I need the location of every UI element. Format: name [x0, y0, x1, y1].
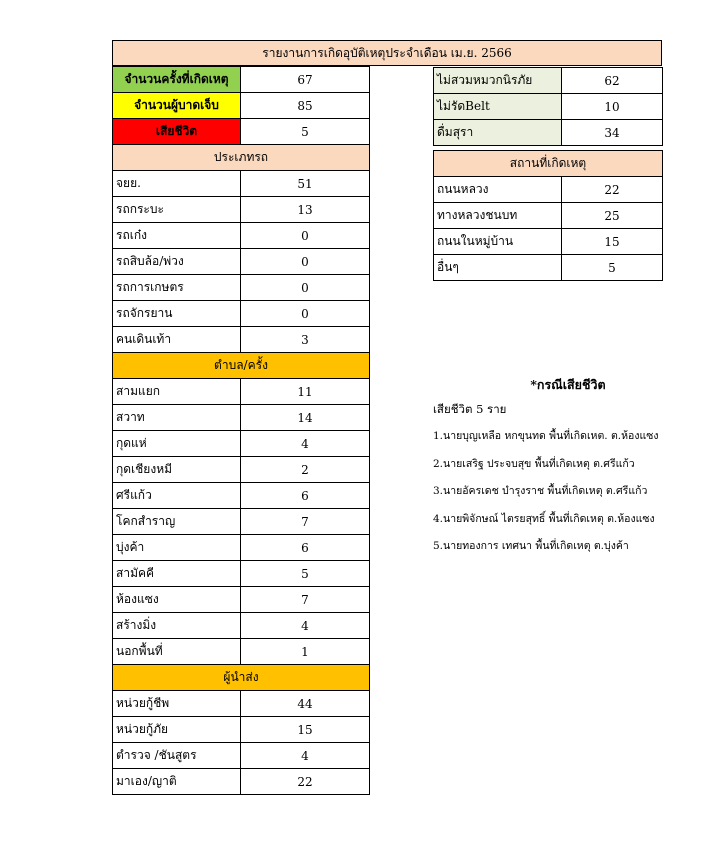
subdistrict-label: สร้างมิ่ง	[113, 613, 241, 639]
risk-value: 10	[562, 94, 663, 120]
table-row	[434, 177, 663, 203]
location-value: 25	[562, 203, 663, 229]
table-row	[113, 249, 370, 275]
vehicle-type-value: 0	[241, 301, 370, 327]
summary-row-injured	[113, 93, 370, 119]
table-row	[113, 431, 370, 457]
summary-label-injured: จำนวนผู้บาดเจ็บ	[113, 93, 241, 119]
table-row	[113, 587, 370, 613]
transport-label: มาเอง/ญาติ	[113, 769, 241, 795]
subdistrict-value: 14	[241, 405, 370, 431]
table-row	[113, 639, 370, 665]
table-row	[113, 769, 370, 795]
table-row	[113, 483, 370, 509]
location-value: 15	[562, 229, 663, 255]
table-row	[434, 120, 663, 146]
summary-row-deaths	[113, 119, 370, 145]
transport-header-row	[113, 665, 370, 691]
location-label: ทางหลวงชนบท	[434, 203, 562, 229]
subdistrict-value: 2	[241, 457, 370, 483]
table-row	[113, 405, 370, 431]
vehicle-type-label: คนเดินเท้า	[113, 327, 241, 353]
table-row	[113, 379, 370, 405]
location-table	[433, 150, 663, 281]
summary-label-deaths: เสียชีวิต	[113, 119, 241, 145]
vehicle-type-header-row	[113, 145, 370, 171]
risk-label: ดื่มสุรา	[434, 120, 562, 146]
subdistrict-header: ตำบล/ครั้ง	[113, 353, 370, 379]
table-row	[113, 509, 370, 535]
table-row	[113, 535, 370, 561]
subdistrict-label: สวาท	[113, 405, 241, 431]
table-row	[113, 717, 370, 743]
risk-factor-table	[433, 67, 663, 146]
table-row	[434, 203, 663, 229]
subdistrict-value: 11	[241, 379, 370, 405]
location-label: ถนนหลวง	[434, 177, 562, 203]
table-row	[113, 171, 370, 197]
death-case-item: 1.นายบุญเหลือ หกขุนทด พื้นที่เกิดเหต. ต.ห้องแซง	[433, 430, 659, 442]
subdistrict-value: 4	[241, 613, 370, 639]
vehicle-type-label: รถการเกษตร	[113, 275, 241, 301]
death-case-item: 4.นายพิจักษณ์ ไตรยสุทธิ์ พื้นที่เกิดเหตุ ต.ห้องแซง	[433, 512, 655, 525]
subdistrict-value: 5	[241, 561, 370, 587]
subdistrict-label: โคกสำราญ	[113, 509, 241, 535]
subdistrict-value: 1	[241, 639, 370, 665]
table-row	[113, 301, 370, 327]
table-row	[113, 613, 370, 639]
risk-value: 62	[562, 68, 663, 94]
transport-header: ผู้นำส่ง	[113, 665, 370, 691]
vehicle-type-value: 0	[241, 223, 370, 249]
report-title-text: รายงานการเกิดอุบัติเหตุประจำเดือน เม.ย. 2566	[262, 46, 512, 60]
subdistrict-value: 7	[241, 509, 370, 535]
subdistrict-label: สามัคคี	[113, 561, 241, 587]
subdistrict-label: นอกพื้นที่	[113, 639, 241, 665]
table-row	[434, 68, 663, 94]
vehicle-type-label: รถสิบล้อ/พ่วง	[113, 249, 241, 275]
transport-label: หน่วยกู้ชีพ	[113, 691, 241, 717]
table-row	[113, 275, 370, 301]
accident-report-table	[112, 40, 370, 795]
transport-value: 4	[241, 743, 370, 769]
summary-value-injured: 85	[241, 93, 370, 119]
summary-row-incidents	[113, 67, 370, 93]
transport-label: หน่วยกู้ภัย	[113, 717, 241, 743]
death-case-item: 5.นายทองการ เทศนา พื้นที่เกิดเหตุ ต.บุ่งค้า	[433, 540, 629, 552]
risk-label: ไม่รัดBelt	[434, 94, 562, 120]
death-case-item: 3.นายอัครเดช บำรุงราช พื้นที่เกิดเหตุ ต.ศรีแก้ว	[433, 485, 648, 497]
table-row	[113, 197, 370, 223]
vehicle-type-label: รถกระบะ	[113, 197, 241, 223]
report-title-bar	[112, 40, 662, 66]
summary-value-incidents: 67	[241, 67, 370, 93]
subdistrict-label: บุ่งค้า	[113, 535, 241, 561]
vehicle-type-label: จยย.	[113, 171, 241, 197]
transport-value: 22	[241, 769, 370, 795]
table-row	[113, 327, 370, 353]
subdistrict-value: 6	[241, 483, 370, 509]
vehicle-type-label: รถจักรยาน	[113, 301, 241, 327]
table-row	[113, 223, 370, 249]
location-label: อื่นๆ	[434, 255, 562, 281]
summary-value-deaths: 5	[241, 119, 370, 145]
table-row	[113, 691, 370, 717]
table-row	[113, 457, 370, 483]
subdistrict-label: ห้องแซง	[113, 587, 241, 613]
subdistrict-value: 4	[241, 431, 370, 457]
table-row	[113, 561, 370, 587]
death-cases-section	[433, 374, 703, 561]
location-label: ถนนในหมู่บ้าน	[434, 229, 562, 255]
death-case-item: 2.นายเสริฐ ประจบสุข พื้นที่เกิดเหตุ ต.ศรีแก้ว	[433, 457, 635, 470]
location-value: 22	[562, 177, 663, 203]
vehicle-type-value: 51	[241, 171, 370, 197]
subdistrict-value: 6	[241, 535, 370, 561]
risk-value: 34	[562, 120, 663, 146]
transport-label: ตำรวจ /ชันสูตร	[113, 743, 241, 769]
table-row	[434, 229, 663, 255]
vehicle-type-value: 3	[241, 327, 370, 353]
table-row	[434, 94, 663, 120]
death-cases-title: *กรณีเสียชีวิต	[530, 377, 606, 392]
table-row	[434, 255, 663, 281]
risk-label: ไม่สวมหมวกนิรภัย	[434, 68, 562, 94]
transport-value: 15	[241, 717, 370, 743]
vehicle-type-value: 13	[241, 197, 370, 223]
transport-value: 44	[241, 691, 370, 717]
vehicle-type-value: 0	[241, 275, 370, 301]
death-cases-summary: เสียชีวิต 5 ราย	[433, 402, 507, 416]
vehicle-type-label: รถเก๋ง	[113, 223, 241, 249]
subdistrict-header-row	[113, 353, 370, 379]
subdistrict-label: กุดแห่	[113, 431, 241, 457]
location-header: สถานที่เกิดเหตุ	[434, 151, 663, 177]
table-row	[113, 743, 370, 769]
subdistrict-label: กุดเชียงหมี	[113, 457, 241, 483]
summary-label-incidents: จำนวนครั้งที่เกิดเหตุ	[113, 67, 241, 93]
subdistrict-label: ศรีแก้ว	[113, 483, 241, 509]
vehicle-type-header: ประเภทรถ	[113, 145, 370, 171]
location-value: 5	[562, 255, 663, 281]
subdistrict-value: 7	[241, 587, 370, 613]
location-header-row	[434, 151, 663, 177]
subdistrict-label: สามแยก	[113, 379, 241, 405]
vehicle-type-value: 0	[241, 249, 370, 275]
